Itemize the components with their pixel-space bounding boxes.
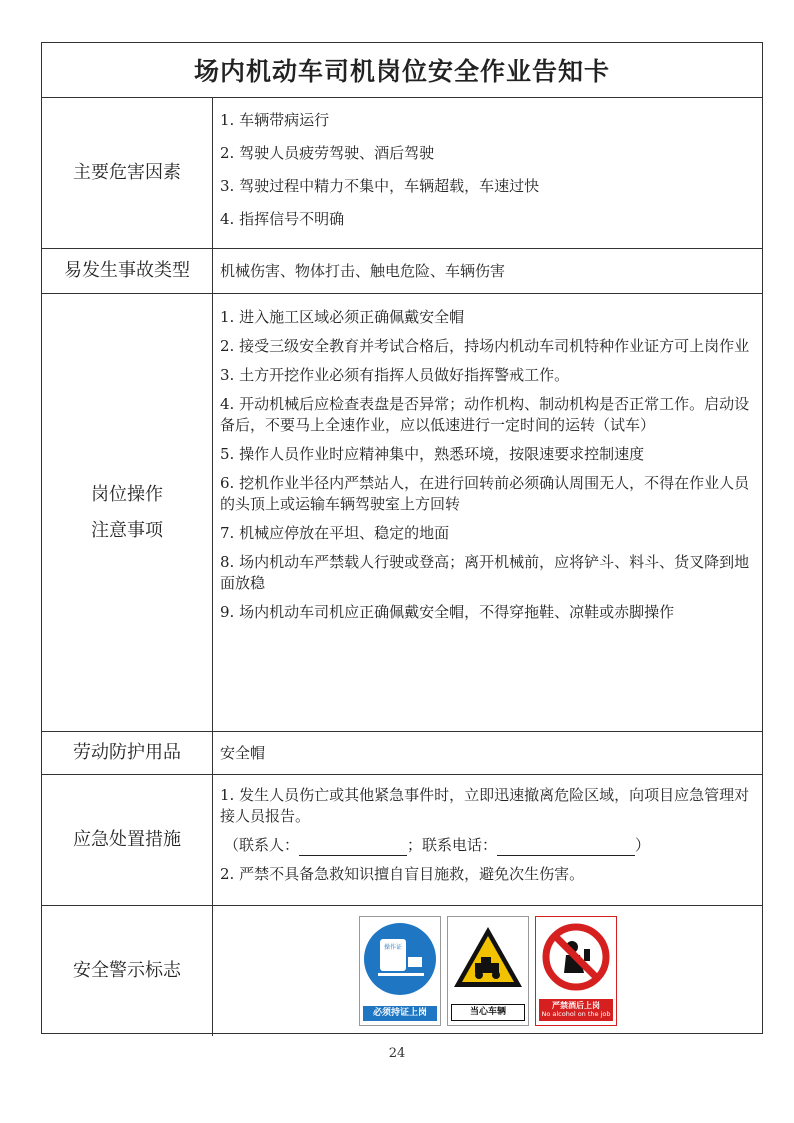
operation-item: 1. 进入施工区域必须正确佩戴安全帽	[220, 308, 465, 326]
hazard-item: 4. 指挥信号不明确	[220, 210, 345, 228]
row-operations	[42, 294, 762, 732]
operations-label-line2: 注意事项	[91, 519, 163, 541]
operation-item: 9. 场内机动车司机应正确佩戴安全帽，不得穿拖鞋、凉鞋或赤脚操作	[220, 603, 675, 621]
signs-label: 安全警示标志	[42, 906, 213, 1036]
notice-card	[41, 42, 763, 1034]
row-accidents	[42, 249, 762, 294]
accidents-label: 易发生事故类型	[42, 249, 213, 293]
contact-close: ）	[635, 836, 651, 854]
emergency-content	[213, 775, 762, 905]
hazards-content	[213, 98, 762, 248]
signs-group	[220, 910, 756, 1032]
sign-caution-vehicle	[447, 916, 529, 1026]
sign-caption-block	[539, 999, 613, 1021]
row-signs	[42, 906, 762, 1036]
operation-item: 7. 机械应停放在平坦、稳定的地面	[220, 524, 450, 542]
contact-phone-field[interactable]	[497, 839, 635, 856]
row-emergency	[42, 775, 762, 906]
operation-item: 6. 挖机作业半径内严禁站人，在进行回转前必须确认周围无人，不得在作业人员的头顶上或运输车辆驾驶室上方回转	[220, 474, 750, 513]
operation-item: 8. 场内机动车严禁载人行驶或登高；离开机械前，应将铲斗、料斗、货叉降到地面放稳	[220, 553, 750, 592]
emergency-item: 2. 严禁不具备急救知识擅自盲目施救，避免次生伤害。	[220, 865, 585, 883]
operations-label	[42, 294, 213, 731]
caution-vehicle-icon	[448, 917, 528, 1001]
contact-phone-label: ；联系电话：	[407, 836, 498, 854]
sign-must-hold-certificate	[359, 916, 441, 1026]
hazard-item: 2. 驾驶人员疲劳驾驶、酒后驾驶	[220, 144, 435, 162]
must-hold-certificate-icon	[360, 917, 440, 1001]
ppe-content: 安全帽	[220, 743, 266, 762]
operation-item: 5. 操作人员作业时应精神集中，熟悉环境，按限速要求控制速度	[220, 445, 645, 463]
row-ppe	[42, 732, 762, 775]
sign-caption: 当心车辆	[451, 1004, 525, 1021]
hazards-label: 主要危害因素	[42, 98, 213, 248]
hazard-item: 3. 驾驶过程中精力不集中，车辆超载，车速过快	[220, 177, 540, 195]
contact-person-field[interactable]	[299, 839, 407, 856]
sign-badge: 操作证	[383, 944, 403, 951]
ppe-label: 劳动防护用品	[42, 732, 213, 774]
card-title: 场内机动车司机岗位安全作业告知卡	[42, 43, 762, 98]
page-number: 24	[388, 1046, 406, 1061]
emergency-label: 应急处置措施	[42, 775, 213, 905]
sign-no-alcohol	[535, 916, 617, 1026]
operation-item: 3. 土方开挖作业必须有指挥人员做好指挥警戒工作。	[220, 366, 570, 384]
contact-person-label: （联系人：	[224, 836, 300, 854]
row-hazards	[42, 98, 762, 249]
operations-label-line1: 岗位操作	[91, 483, 163, 505]
signs-content	[213, 906, 762, 1036]
hazard-item: 1. 车辆带病运行	[220, 111, 330, 129]
emergency-item: 1. 发生人员伤亡或其他紧急事件时，立即迅速撤离危险区域，向项目应急管理对接人员报告。	[220, 786, 750, 825]
sign-caption: 严禁酒后上岗	[552, 1001, 600, 1010]
no-alcohol-icon	[536, 917, 616, 1001]
accidents-content: 机械伤害、物体打击、触电危险、车辆伤害	[220, 261, 506, 280]
contact-line	[224, 835, 756, 856]
operations-content	[213, 294, 762, 731]
sign-caption: 必须持证上岗	[363, 1006, 437, 1021]
operation-item: 4. 开动机械后应检查表盘是否异常；动作机构、制动机构是否正常工作。启动设备后，不要马上全速作业，应以低速进行一定时间的运转（试车）	[220, 395, 750, 434]
sign-caption-en: No alcohol on the job	[541, 1010, 611, 1018]
operation-item: 2. 接受三级安全教育并考试合格后，持场内机动车司机特种作业证方可上岗作业	[220, 337, 750, 355]
